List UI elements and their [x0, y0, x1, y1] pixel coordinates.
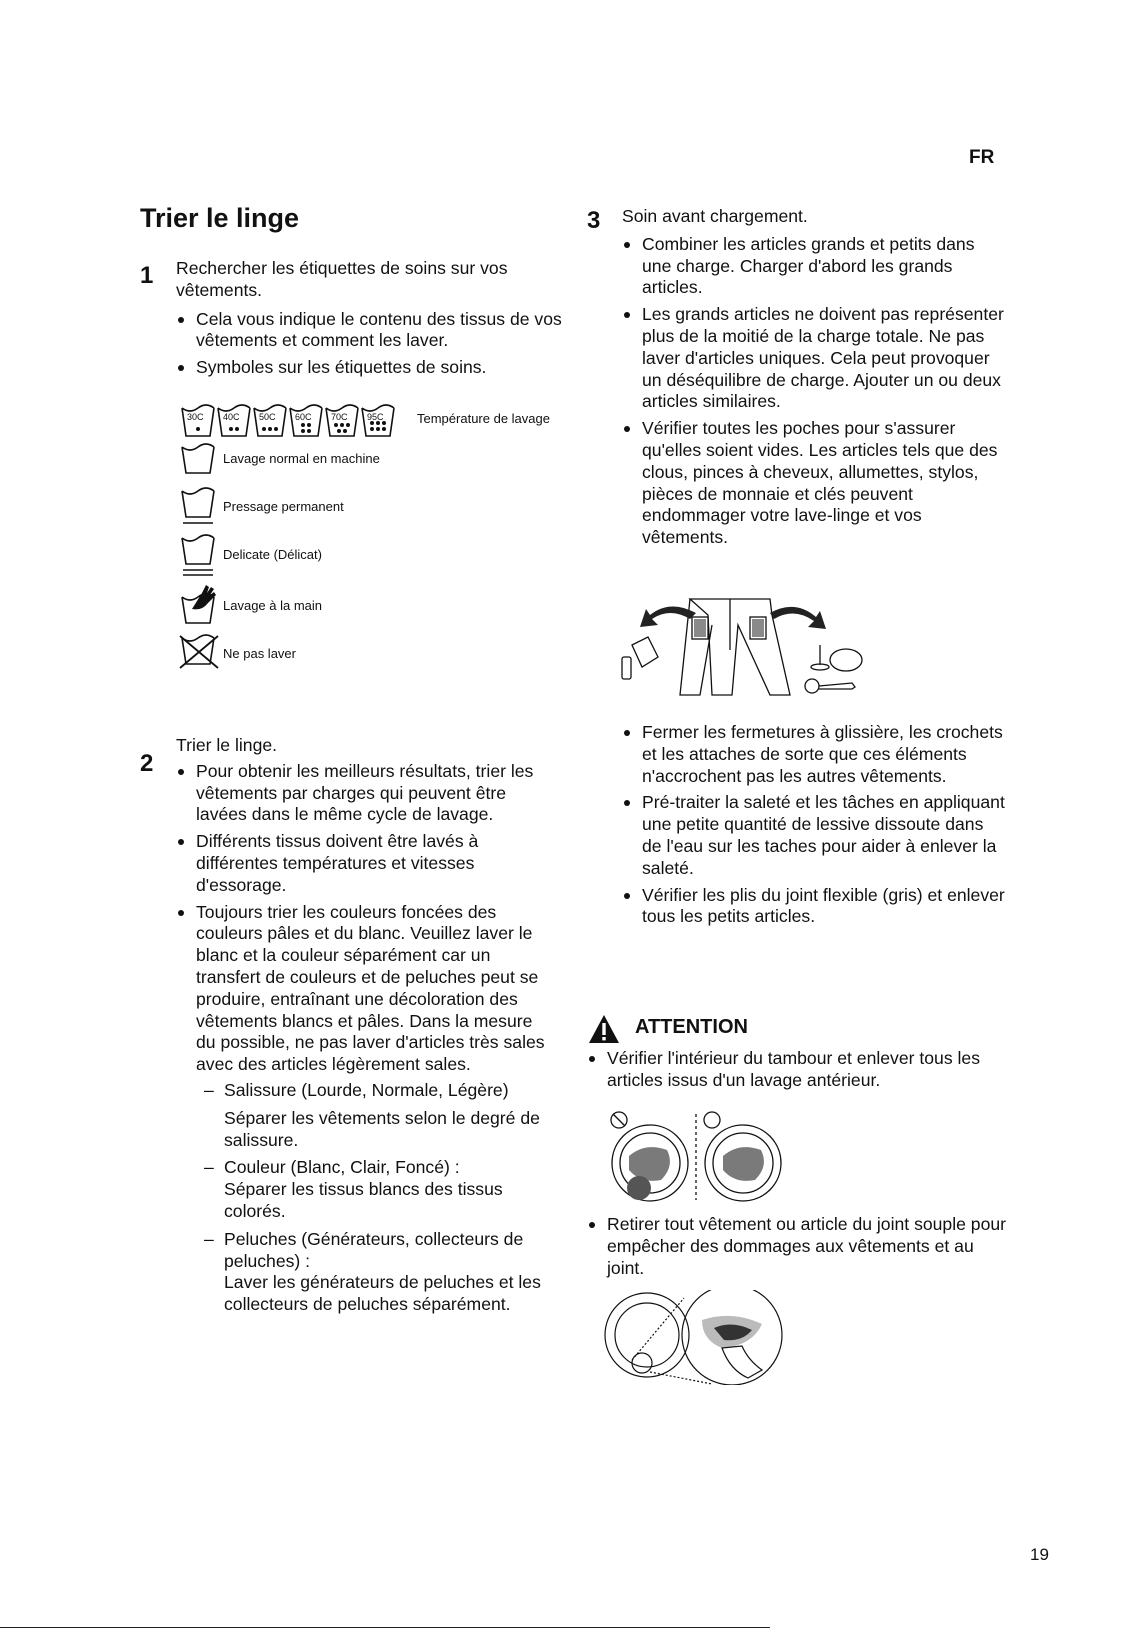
- hand-wash-icon: [180, 583, 220, 632]
- step-1-block: [176, 258, 566, 384]
- dash-item-body: Séparer les vêtements selon le degré de salissure.: [224, 1107, 540, 1150]
- step-2-bullet: [176, 902, 556, 1316]
- symbol-label: Lavage à la main: [223, 598, 323, 613]
- step-3-bullet: Vérifier les plis du joint flexible (gris) et enlever tous les petits articles.: [622, 885, 1007, 929]
- step-1-bullet: Cela vous indique le contenu des tissus de vos vêtements et comment les laver.: [176, 309, 566, 353]
- warning-icon: [588, 1014, 620, 1049]
- step-3-bullet: Combiner les articles grands et petits dans une charge. Charger d'abord les grands articles.: [622, 234, 1007, 299]
- do-not-wash-icon: [178, 634, 222, 675]
- pockets-illustration: [620, 595, 870, 705]
- dash-item: [196, 1229, 556, 1316]
- dash-item-head: Salissure (Lourde, Normale, Légère): [224, 1079, 509, 1100]
- wash-tub-two-bars-icon: [180, 534, 216, 583]
- dash-item-head: Peluches (Générateurs, collecteurs de peluches) :: [224, 1228, 524, 1271]
- attention-bullet: Vérifier l'intérieur du tambour et enlever tous les articles issus d'un lavage antérieur.: [587, 1048, 1007, 1092]
- temp-40: 40C: [223, 412, 240, 422]
- dash-item-body: Laver les générateurs de peluches et les collecteurs de peluches séparément.: [224, 1272, 541, 1315]
- step-1-number: 1: [140, 262, 154, 289]
- step-1-text: Rechercher les étiquettes de soins sur vos vêtements.: [176, 258, 508, 300]
- dash-item-body: Séparer les tissus blancs des tissus colorés.: [224, 1179, 503, 1221]
- dash-item-head: Couleur (Blanc, Clair, Foncé) :: [224, 1157, 460, 1178]
- temperature-tubs-icon: [180, 404, 400, 440]
- attention-title: ATTENTION: [635, 1016, 748, 1038]
- step-3-bullet: Les grands articles ne doivent pas représenter plus de la moitié de la charge totale. Ne pas laver d'articles uniques. Cela peut provoquer un déséquilibre de charge. Ajouter un ou deux articles similaires.: [622, 304, 1007, 413]
- temperature-label: Température de lavage: [417, 411, 550, 426]
- step-2-bullet: Différents tissus doivent être lavés à différentes températures et vitesses d'essorage.: [176, 831, 556, 896]
- step-3-block: [622, 206, 1007, 554]
- gasket-illustration: [602, 1290, 787, 1390]
- step-2-bullet-text: Toujours trier les couleurs foncées des couleurs pâles et du blanc. Veuillez laver le blanc et la couleur séparément car un transfert de couleurs et de peluches peut se produire, entraînant une décoloration des vêtements blancs et pâles. Dans la mesure du possible, ne pas laver d'articles très sales avec des articles légèrement sales.: [196, 901, 545, 1075]
- step-3-bullet: Pré-traiter la saleté et les tâches en appliquant une petite quantité de lessive dissoute dans de l'eau sur les taches pour aider à enlever la saleté.: [622, 792, 1007, 879]
- step-2-block: [176, 735, 556, 1322]
- step-3-bullet: Vérifier toutes les poches pour s'assurer qu'elles soient vides. Les articles tels que des clous, pinces à cheveux, allumettes, stylos, pièces de monnaie et clés peuvent endommager votre lave-linge et vos vêtements.: [622, 418, 1007, 549]
- step-2-text: Trier le linge.: [176, 735, 278, 755]
- step-3-number: 3: [587, 207, 601, 234]
- symbol-label: Lavage normal en machine: [223, 451, 380, 466]
- wash-tub-icon: [180, 443, 216, 480]
- temp-70: 70C: [331, 412, 348, 422]
- symbol-label: Delicate (Délicat): [223, 547, 322, 562]
- bottom-rule: [0, 1627, 770, 1628]
- page-number: 19: [1030, 1545, 1049, 1564]
- step-3-text: Soin avant chargement.: [622, 206, 808, 226]
- temp-95: 95C: [367, 412, 384, 422]
- temperature-symbols: [180, 404, 400, 445]
- attention-bullet: Retirer tout vêtement ou article du joint souple pour empêcher des dommages aux vêtements et au joint.: [587, 1214, 1007, 1279]
- wash-tub-one-bar-icon: [180, 487, 216, 532]
- temp-30: 30C: [187, 412, 204, 422]
- dash-item: [196, 1080, 556, 1151]
- step-3-bullet: Fermer les fermetures à glissière, les crochets et les attaches de sorte que ces éléments n'accrochent pas les autres vêtements.: [622, 722, 1007, 787]
- temp-50: 50C: [259, 412, 276, 422]
- step-2-bullet: Pour obtenir les meilleurs résultats, trier les vêtements par charges qui peuvent être lavées dans le même cycle de lavage.: [176, 761, 556, 826]
- drum-illustration: [605, 1108, 785, 1209]
- step-3-block-continued: [622, 722, 1007, 933]
- language-code: FR: [969, 147, 995, 168]
- dash-item: [196, 1157, 556, 1222]
- page-title: Trier le linge: [140, 203, 300, 233]
- symbol-label: Ne pas laver: [223, 646, 296, 661]
- attention-block-1: [587, 1048, 1007, 1097]
- step-2-number: 2: [140, 750, 154, 777]
- step-1-bullet: Symboles sur les étiquettes de soins.: [176, 357, 566, 379]
- attention-block-2: [587, 1214, 1007, 1284]
- temp-60: 60C: [295, 412, 312, 422]
- symbol-label: Pressage permanent: [223, 499, 344, 514]
